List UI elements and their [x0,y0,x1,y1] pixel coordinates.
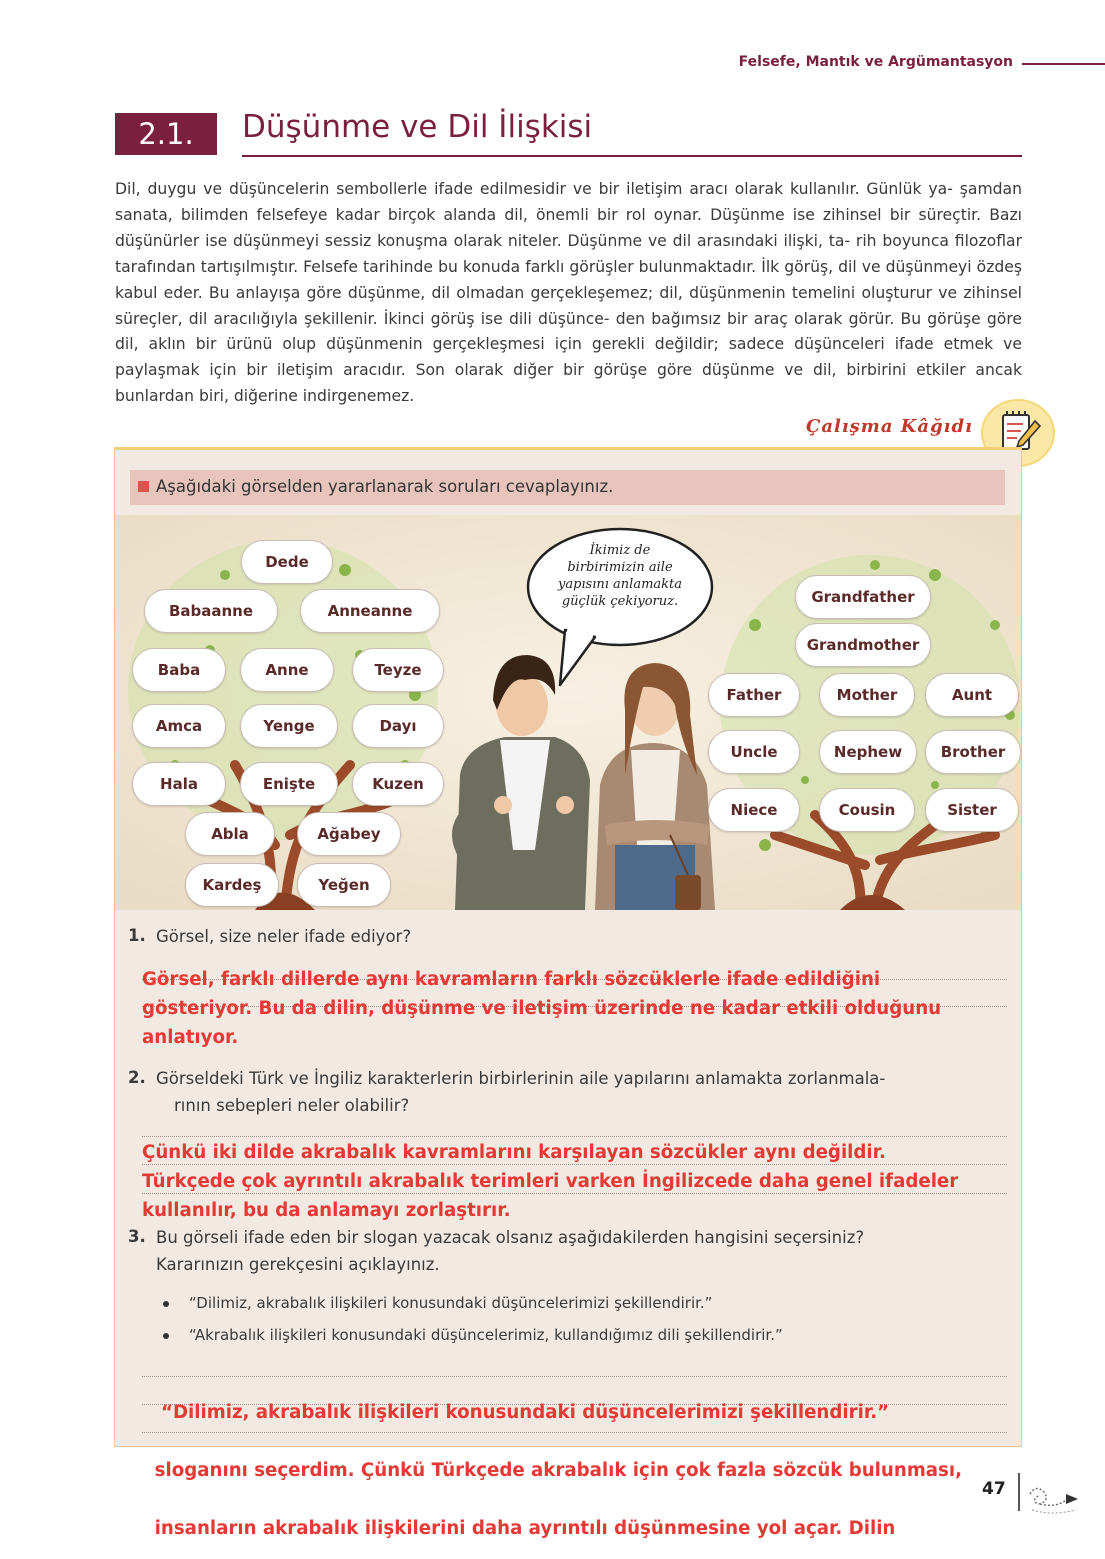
speech-line: İkimiz de [589,543,651,558]
intro-line: düşünmenin temelini oluşturur ve zihinsel süreçler, dil aracılığıyla şekillenir. İkinci görüş ise dili düşünce- [115,283,1022,328]
question-number: 2. [128,1068,146,1087]
term-dayi: Dayı [352,704,444,748]
intro-line: süreçtir. Bazı düşünürler ise düşünmeyi sessiz konuşma olarak niteler. Düşünme ve dil arasındaki ilişki, ta- [115,205,1022,250]
answer-1 [142,965,941,1052]
term-babaanne: Babaanne [144,589,278,633]
term-kuzen: Kuzen [352,762,444,806]
question-line: Bu görseli ifade eden bir slogan yazacak olsanız aşağıdakilerden hangisini seçersiniz? [156,1228,865,1247]
term-anneanne: Anneanne [300,589,440,633]
question-text: Görsel, size neler ifade ediyor? [156,927,412,946]
answer-line: gösteriyor. Bu da dilin, düşünme ve iletişim üzerinde ne kadar etkili olduğunu [142,998,942,1019]
term-hala: Hala [132,762,226,806]
section-title-rule [242,155,1022,157]
answer-line: Türkçede çok ayrıntılı akrabalık terimleri varken İngilizcede daha genel ifadeler [142,1171,959,1192]
question-number: 1. [128,926,146,945]
term-agabey: Ağabey [297,812,401,856]
intro-line: rih boyunca filozoflar tarafından tartışılmıştır. Felsefe tarihinde bu konuda farklı görüşler bulunmaktadır. [115,231,1022,276]
term-aunt: Aunt [925,673,1019,717]
term-father: Father [708,673,800,717]
speech-line: güçlük çekiyoruz. [561,594,679,609]
term-brother: Brother [925,730,1021,774]
answer-line: Görsel, farklı dillerde aynı kavramların farklı sözcüklerle ifade edildiğini [142,969,881,990]
term-nephew: Nephew [819,730,917,774]
term-yegen: Yeğen [297,863,391,907]
running-head-rule [1022,63,1105,65]
intro-line: Dil, duygu ve düşüncelerin sembollerle ifade edilmesidir ve bir iletişim aracı olarak kullanılır. Günlük ya- [115,180,953,198]
answer-dotted-line [142,1136,1007,1137]
answer-line: kullanılır, bu da anlamayı zorlaştırır. [142,1200,511,1221]
running-head: Felsefe, Mantık ve Argümantasyon [738,54,1013,70]
answer-line: “Dilimiz, akrabalık ilişkileri konusundaki düşüncelerimizi şekillendirir.” [154,1402,890,1423]
term-yenge: Yenge [240,704,338,748]
question-line: rının sebepleri neler olabilir? [174,1096,410,1115]
term-amca: Amca [132,704,226,748]
term-dede: Dede [241,540,333,584]
question-text [156,1065,885,1119]
term-sister: Sister [925,788,1019,832]
section-number: 2.1. [115,113,217,155]
answer-line: sloganını seçerdim. Çünkü Türkçede akrabalık için çok fazla sözcük bulunması, [154,1460,963,1481]
question-line: Kararınızın gerekçesini açıklayınız. [156,1255,440,1274]
bullet-icon [163,1301,169,1307]
intro-paragraph [115,177,1022,410]
slogan-option: “Akrabalık ilişkileri konusundaki düşüncelerimiz, kullandığımız dili şekillendirir.” [189,1326,783,1344]
page-number-divider [1018,1473,1020,1511]
answer-2 [142,1138,958,1225]
term-baba: Baba [132,648,226,692]
term-eniste: Enişte [240,762,338,806]
question-line: Görseldeki Türk ve İngiliz karakterlerin birbirlerinin aile yapılarını anlamakta zorlanmala- [156,1069,886,1088]
term-abla: Abla [185,812,275,856]
intro-line: görüşe göre düşünme ve dil, birbirini etkiler ancak bunlardan biri, diğerine indirgenemez. [115,361,1022,406]
term-anne: Anne [240,648,334,692]
term-grandfather: Grandfather [795,575,931,619]
family-tree-illustration [115,515,1021,910]
intro-line: İlk görüş, dil ve düşünmeyi özdeş kabul eder. Bu anlayışa göre düşünme, dil olmadan gerçekleşemez; dil, [115,257,1022,302]
answer-line: anlatıyor. [142,1027,239,1048]
answer-line: Çünkü iki dilde akrabalık kavramlarını karşılayan sözcükler aynı değildir. [142,1142,886,1163]
worksheet-label: Çalışma Kâğıdı [806,416,973,437]
page-arrow-icon [1026,1480,1086,1520]
intro-line: den bağımsız bir araç olarak görür. Bu görüşe göre dil, aklın bir ürünü olup düşünmenin gerçekleşmesi için [115,309,1022,354]
intro-line: gerekli değildir; sadece düşünceleri ifade etmek ve paylaşmak için bir iletişim aracıdır. Son olarak diğer bir [115,335,1022,380]
bullet-icon [163,1333,169,1339]
term-uncle: Uncle [708,730,800,774]
term-grandmother: Grandmother [795,623,931,667]
term-cousin: Cousin [819,788,915,832]
term-mother: Mother [819,673,915,717]
term-teyze: Teyze [352,648,444,692]
speech-line: yapısını anlamakta [557,577,683,592]
page-number: 47 [982,1479,1006,1499]
question-number: 3. [128,1227,146,1246]
answer-3 [142,1369,962,1543]
term-niece: Niece [708,788,800,832]
intro-line: şamdan sanata, bilimden felsefeye kadar birçok alanda dil, önemli bir rol oynar. Düşünme ise zihinsel bir [115,180,1022,224]
question-text [156,1224,864,1278]
term-kardes: Kardeş [185,863,279,907]
section-title: Düşünme ve Dil İlişkisi [242,109,593,145]
instruction-bar [130,470,1005,505]
speech-bubble [530,542,710,610]
answer-line: insanların akrabalık ilişkilerini daha ayrıntılı düşünmesine yol açar. Dilin [154,1518,896,1539]
speech-line: birbirimizin aile [567,560,673,575]
instruction-text: Aşağıdaki görselden yararlanarak soruları cevaplayınız. [156,477,614,496]
square-bullet-icon [138,481,149,492]
slogan-option: “Dilimiz, akrabalık ilişkileri konusundaki düşüncelerimizi şekillendirir.” [189,1294,713,1312]
